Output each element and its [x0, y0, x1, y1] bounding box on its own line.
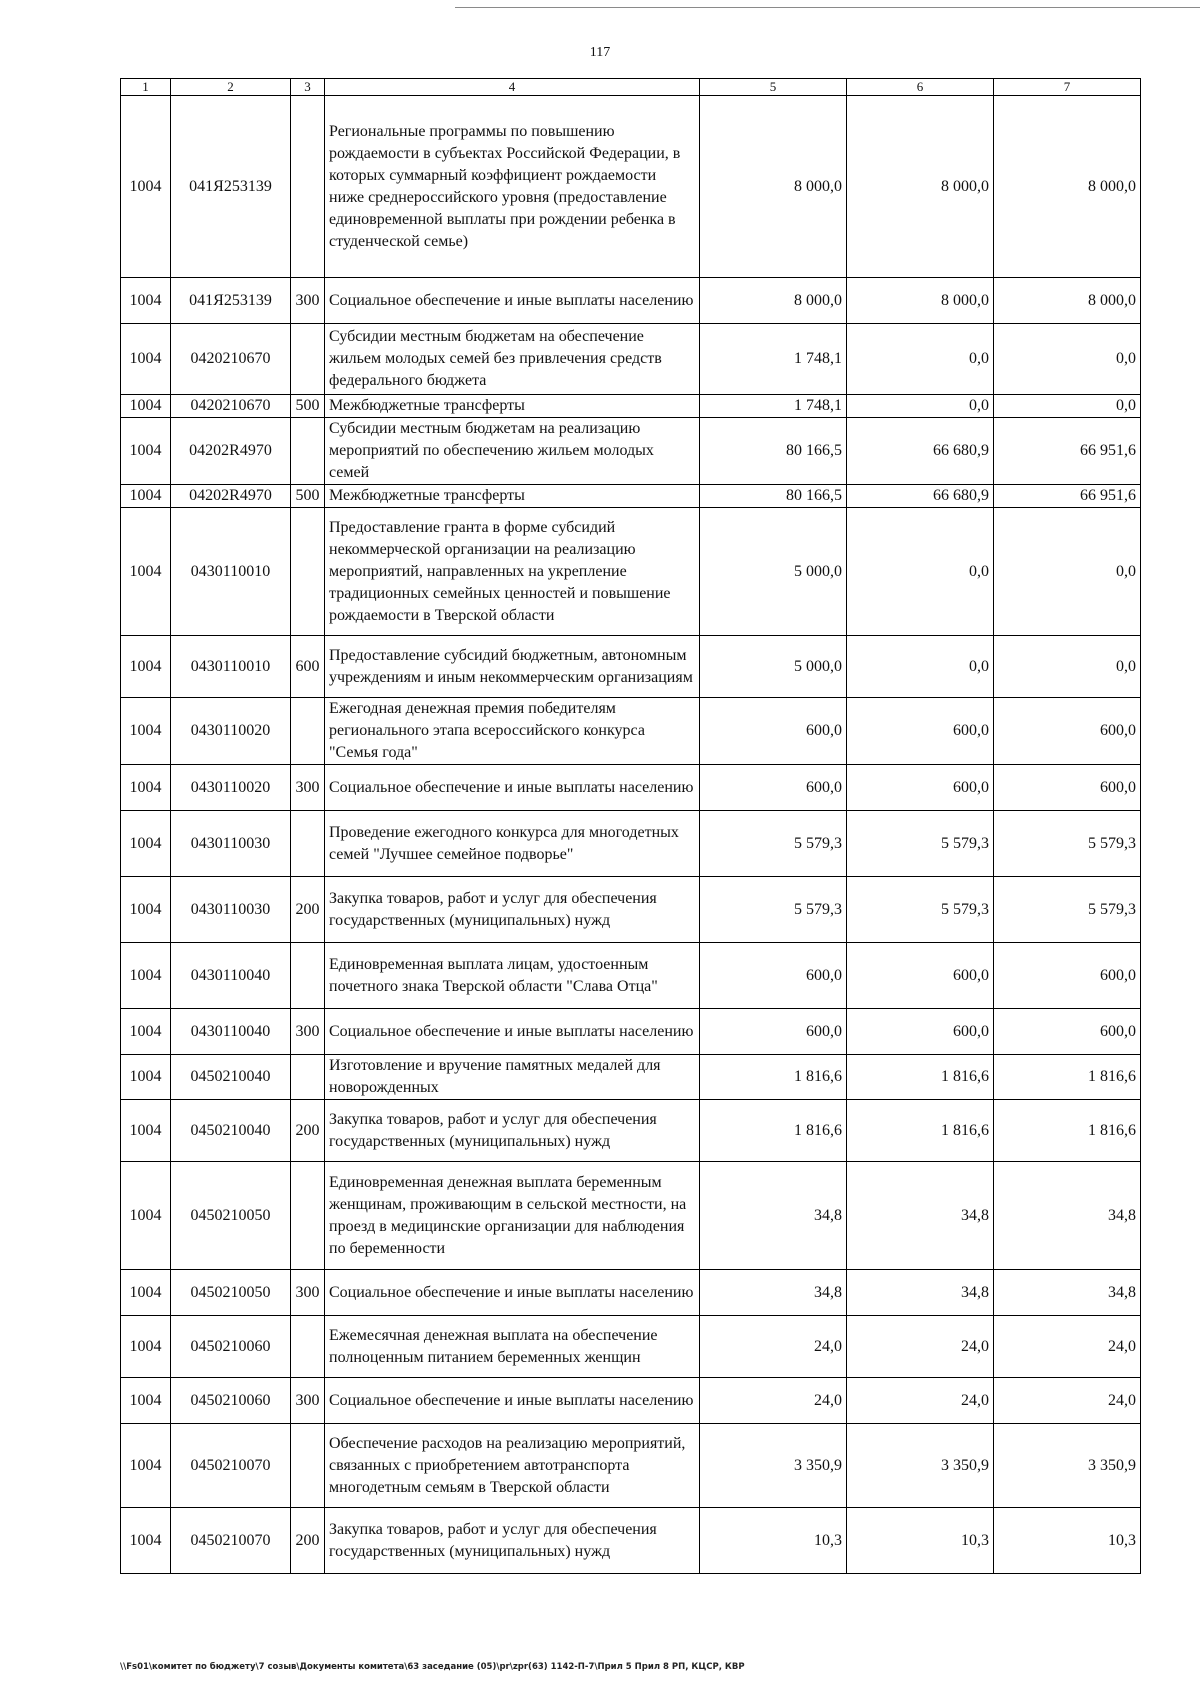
description-cell: Обеспечение расходов на реализацию мероприятий, связанных с приобретением автотранспорта многодетным семьям в Тверской области: [325, 1424, 700, 1508]
amount-col5-cell: 1 748,1: [700, 395, 847, 418]
target-code-cell: 0430110030: [171, 811, 291, 877]
amount-col5-cell: 5 000,0: [700, 636, 847, 698]
expense-type-cell: [291, 1055, 325, 1100]
section-code-cell: 1004: [121, 1316, 171, 1378]
target-code-cell: 041Я253139: [171, 96, 291, 278]
amount-col6-cell: 24,0: [847, 1316, 994, 1378]
expense-type-cell: [291, 418, 325, 485]
expense-type-cell: [291, 1316, 325, 1378]
amount-col5-cell: 1 816,6: [700, 1055, 847, 1100]
amount-col6-cell: 600,0: [847, 698, 994, 765]
section-code-cell: 1004: [121, 1009, 171, 1055]
amount-col5-cell: 5 579,3: [700, 811, 847, 877]
table-row: [121, 418, 1141, 485]
target-code-cell: 0420210670: [171, 395, 291, 418]
amount-col5-cell: 600,0: [700, 1009, 847, 1055]
section-code-cell: 1004: [121, 1270, 171, 1316]
section-code-cell: 1004: [121, 96, 171, 278]
header-cell: 1: [121, 79, 171, 96]
expense-type-cell: [291, 324, 325, 395]
target-code-cell: 0430110010: [171, 636, 291, 698]
amount-col6-cell: 0,0: [847, 636, 994, 698]
description-cell: Социальное обеспечение и иные выплаты населению: [325, 765, 700, 811]
expense-type-cell: 500: [291, 395, 325, 418]
section-code-cell: 1004: [121, 1162, 171, 1270]
amount-col7-cell: 24,0: [994, 1316, 1141, 1378]
header-row: [121, 79, 1141, 96]
amount-col7-cell: 0,0: [994, 395, 1141, 418]
amount-col5-cell: 600,0: [700, 698, 847, 765]
table-row: [121, 1508, 1141, 1574]
section-code-cell: 1004: [121, 395, 171, 418]
amount-col5-cell: 600,0: [700, 765, 847, 811]
amount-col6-cell: 8 000,0: [847, 278, 994, 324]
amount-col6-cell: 600,0: [847, 943, 994, 1009]
table-row: [121, 636, 1141, 698]
table-row: [121, 877, 1141, 943]
amount-col5-cell: 80 166,5: [700, 485, 847, 508]
section-code-cell: 1004: [121, 636, 171, 698]
table-row: [121, 943, 1141, 1009]
top-rule: [455, 7, 1200, 8]
amount-col6-cell: 1 816,6: [847, 1100, 994, 1162]
amount-col6-cell: 0,0: [847, 395, 994, 418]
amount-col6-cell: 34,8: [847, 1270, 994, 1316]
expense-type-cell: [291, 1424, 325, 1508]
header-cell: 7: [994, 79, 1141, 96]
header-cell: 3: [291, 79, 325, 96]
section-code-cell: 1004: [121, 1378, 171, 1424]
amount-col5-cell: 8 000,0: [700, 96, 847, 278]
amount-col5-cell: 600,0: [700, 943, 847, 1009]
amount-col6-cell: 66 680,9: [847, 485, 994, 508]
amount-col7-cell: 5 579,3: [994, 877, 1141, 943]
target-code-cell: 0450210070: [171, 1424, 291, 1508]
description-cell: Субсидии местным бюджетам на обеспечение жильем молодых семей без привлечения средств федерального бюджета: [325, 324, 700, 395]
description-cell: Закупка товаров, работ и услуг для обеспечения государственных (муниципальных) нужд: [325, 877, 700, 943]
table-row: [121, 1316, 1141, 1378]
amount-col5-cell: 24,0: [700, 1378, 847, 1424]
table-row: [121, 1162, 1141, 1270]
expense-type-cell: [291, 1162, 325, 1270]
amount-col5-cell: 1 748,1: [700, 324, 847, 395]
budget-table: [120, 78, 1141, 1574]
amount-col7-cell: 600,0: [994, 698, 1141, 765]
amount-col5-cell: 5 579,3: [700, 877, 847, 943]
description-cell: Предоставление гранта в форме субсидий некоммерческой организации на реализацию мероприятий, направленных на укрепление традиционных семейных ценностей и повышение рождаемости в Тверской области: [325, 508, 700, 636]
amount-col7-cell: 0,0: [994, 508, 1141, 636]
description-cell: Межбюджетные трансферты: [325, 485, 700, 508]
target-code-cell: 041Я253139: [171, 278, 291, 324]
description-cell: Единовременная денежная выплата беременным женщинам, проживающим в сельской местности, на проезд в медицинские организации для наблюдения по беременности: [325, 1162, 700, 1270]
amount-col7-cell: 66 951,6: [994, 485, 1141, 508]
description-cell: Региональные программы по повышению рождаемости в субъектах Российской Федерации, в которых суммарный коэффициент рождаемости ниже среднероссийского уровня (предоставление единовременной выплаты при рождении ребенка в студенческой семье): [325, 96, 700, 278]
expense-type-cell: [291, 698, 325, 765]
amount-col6-cell: 0,0: [847, 324, 994, 395]
section-code-cell: 1004: [121, 1055, 171, 1100]
amount-col6-cell: 34,8: [847, 1162, 994, 1270]
section-code-cell: 1004: [121, 698, 171, 765]
section-code-cell: 1004: [121, 877, 171, 943]
expense-type-cell: [291, 508, 325, 636]
expense-type-cell: 200: [291, 1100, 325, 1162]
page-number: 117: [589, 45, 611, 60]
amount-col7-cell: 8 000,0: [994, 96, 1141, 278]
expense-type-cell: 200: [291, 1508, 325, 1574]
expense-type-cell: [291, 943, 325, 1009]
expense-type-cell: 300: [291, 1378, 325, 1424]
table-row: [121, 485, 1141, 508]
amount-col7-cell: 1 816,6: [994, 1100, 1141, 1162]
amount-col6-cell: 3 350,9: [847, 1424, 994, 1508]
target-code-cell: 0450210050: [171, 1270, 291, 1316]
amount-col7-cell: 8 000,0: [994, 278, 1141, 324]
amount-col5-cell: 5 000,0: [700, 508, 847, 636]
target-code-cell: 0430110020: [171, 698, 291, 765]
description-cell: Социальное обеспечение и иные выплаты населению: [325, 278, 700, 324]
table-row: [121, 96, 1141, 278]
target-code-cell: 0450210040: [171, 1100, 291, 1162]
amount-col7-cell: 3 350,9: [994, 1424, 1141, 1508]
amount-col7-cell: 24,0: [994, 1378, 1141, 1424]
description-cell: Единовременная выплата лицам, удостоенным почетного знака Тверской области "Слава Отца": [325, 943, 700, 1009]
amount-col5-cell: 24,0: [700, 1316, 847, 1378]
description-cell: Межбюджетные трансферты: [325, 395, 700, 418]
expense-type-cell: 300: [291, 1270, 325, 1316]
expense-type-cell: 300: [291, 765, 325, 811]
target-code-cell: 0450210040: [171, 1055, 291, 1100]
expense-type-cell: 300: [291, 1009, 325, 1055]
table-row: [121, 1270, 1141, 1316]
header-cell: 6: [847, 79, 994, 96]
target-code-cell: 0450210070: [171, 1508, 291, 1574]
section-code-cell: 1004: [121, 1424, 171, 1508]
description-cell: Субсидии местным бюджетам на реализацию мероприятий по обеспечению жильем молодых семей: [325, 418, 700, 485]
expense-type-cell: 300: [291, 278, 325, 324]
target-code-cell: 0420210670: [171, 324, 291, 395]
section-code-cell: 1004: [121, 418, 171, 485]
expense-type-cell: [291, 811, 325, 877]
target-code-cell: 0450210050: [171, 1162, 291, 1270]
target-code-cell: 0430110020: [171, 765, 291, 811]
amount-col6-cell: 1 816,6: [847, 1055, 994, 1100]
description-cell: Социальное обеспечение и иные выплаты населению: [325, 1009, 700, 1055]
table-row: [121, 1424, 1141, 1508]
expense-type-cell: 200: [291, 877, 325, 943]
target-code-cell: 04202R4970: [171, 418, 291, 485]
target-code-cell: 0450210060: [171, 1378, 291, 1424]
expense-type-cell: [291, 96, 325, 278]
table-row: [121, 1009, 1141, 1055]
target-code-cell: 0430110010: [171, 508, 291, 636]
table-row: [121, 278, 1141, 324]
amount-col6-cell: 66 680,9: [847, 418, 994, 485]
target-code-cell: 0430110040: [171, 943, 291, 1009]
expense-type-cell: 500: [291, 485, 325, 508]
amount-col5-cell: 8 000,0: [700, 278, 847, 324]
section-code-cell: 1004: [121, 765, 171, 811]
amount-col5-cell: 34,8: [700, 1162, 847, 1270]
target-code-cell: 0450210060: [171, 1316, 291, 1378]
amount-col7-cell: 10,3: [994, 1508, 1141, 1574]
target-code-cell: 0430110040: [171, 1009, 291, 1055]
amount-col7-cell: 600,0: [994, 1009, 1141, 1055]
section-code-cell: 1004: [121, 508, 171, 636]
amount-col6-cell: 8 000,0: [847, 96, 994, 278]
description-cell: Социальное обеспечение и иные выплаты населению: [325, 1270, 700, 1316]
amount-col5-cell: 34,8: [700, 1270, 847, 1316]
amount-col5-cell: 10,3: [700, 1508, 847, 1574]
section-code-cell: 1004: [121, 485, 171, 508]
table-row: [121, 698, 1141, 765]
table-row: [121, 395, 1141, 418]
amount-col5-cell: 3 350,9: [700, 1424, 847, 1508]
amount-col6-cell: 600,0: [847, 765, 994, 811]
table-row: [121, 765, 1141, 811]
amount-col6-cell: 0,0: [847, 508, 994, 636]
target-code-cell: 04202R4970: [171, 485, 291, 508]
description-cell: Ежемесячная денежная выплата на обеспечение полноценным питанием беременных женщин: [325, 1316, 700, 1378]
table-row: [121, 811, 1141, 877]
target-code-cell: 0430110030: [171, 877, 291, 943]
amount-col7-cell: 0,0: [994, 636, 1141, 698]
amount-col7-cell: 600,0: [994, 765, 1141, 811]
description-cell: Предоставление субсидий бюджетным, автономным учреждениям и иным некоммерческим организациям: [325, 636, 700, 698]
amount-col5-cell: 80 166,5: [700, 418, 847, 485]
amount-col7-cell: 0,0: [994, 324, 1141, 395]
description-cell: Закупка товаров, работ и услуг для обеспечения государственных (муниципальных) нужд: [325, 1508, 700, 1574]
section-code-cell: 1004: [121, 1508, 171, 1574]
description-cell: Закупка товаров, работ и услуг для обеспечения государственных (муниципальных) нужд: [325, 1100, 700, 1162]
amount-col7-cell: 34,8: [994, 1162, 1141, 1270]
description-cell: Ежегодная денежная премия победителям регионального этапа всероссийского конкурса "Семья года": [325, 698, 700, 765]
file-path-footer: \\Fs01\комитет по бюджету\7 созыв\Документы комитета\63 заседание (05)\pr\zpr(63) 1142-П-7\Прил 5 Прил 8 РП, КЦСР, КВР: [120, 1662, 745, 1672]
table-row: [121, 1100, 1141, 1162]
section-code-cell: 1004: [121, 943, 171, 1009]
amount-col7-cell: 1 816,6: [994, 1055, 1141, 1100]
header-cell: 4: [325, 79, 700, 96]
header-cell: 5: [700, 79, 847, 96]
table-row: [121, 1378, 1141, 1424]
table-row: [121, 324, 1141, 395]
amount-col6-cell: 24,0: [847, 1378, 994, 1424]
section-code-cell: 1004: [121, 278, 171, 324]
amount-col5-cell: 1 816,6: [700, 1100, 847, 1162]
amount-col6-cell: 10,3: [847, 1508, 994, 1574]
table-row: [121, 1055, 1141, 1100]
amount-col7-cell: 5 579,3: [994, 811, 1141, 877]
amount-col6-cell: 600,0: [847, 1009, 994, 1055]
table-row: [121, 508, 1141, 636]
description-cell: Изготовление и вручение памятных медалей для новорожденных: [325, 1055, 700, 1100]
amount-col7-cell: 34,8: [994, 1270, 1141, 1316]
amount-col7-cell: 66 951,6: [994, 418, 1141, 485]
amount-col6-cell: 5 579,3: [847, 877, 994, 943]
amount-col7-cell: 600,0: [994, 943, 1141, 1009]
section-code-cell: 1004: [121, 1100, 171, 1162]
section-code-cell: 1004: [121, 811, 171, 877]
amount-col6-cell: 5 579,3: [847, 811, 994, 877]
header-cell: 2: [171, 79, 291, 96]
description-cell: Проведение ежегодного конкурса для многодетных семей "Лучшее семейное подворье": [325, 811, 700, 877]
expense-type-cell: 600: [291, 636, 325, 698]
section-code-cell: 1004: [121, 324, 171, 395]
description-cell: Социальное обеспечение и иные выплаты населению: [325, 1378, 700, 1424]
